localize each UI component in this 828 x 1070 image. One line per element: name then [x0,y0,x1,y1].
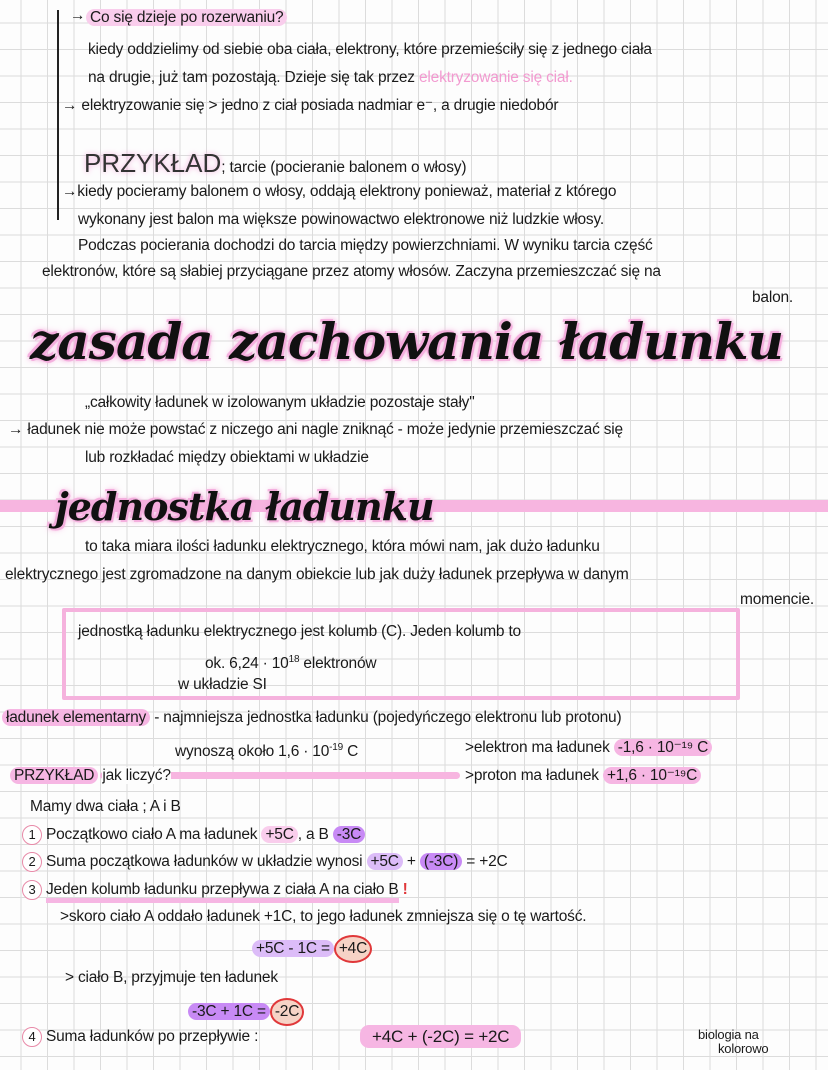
exponent: -19 [329,742,343,753]
electron-line [465,738,712,758]
text: wynoszą około 1,6 · 10 [175,743,330,761]
value: +5C [261,826,297,843]
example-heading: PRZYKŁAD [10,767,98,784]
text: - najmniejsza jednostka ładunku (pojedyńczego elektronu lub protonu) [154,709,622,726]
example-subtitle: ; tarcie (pocieranie balonem o włosy) [221,159,467,176]
text: Suma początkowa ładunków w układzie wynosi [46,853,363,870]
text: Jeden kolumb ładunku przepływa z ciała A na ciało B [46,881,399,903]
text-line [88,68,573,88]
watermark [698,1028,768,1056]
text-line: >skoro ciało A oddało ładunek +1C, to jego ładunek zmniejsza się o tę wartość. [60,908,587,925]
text-line: elektronów, które są słabiej przyciągane przez atomy włosów. Zaczyna przemieszczać się na [42,263,661,280]
arrow-icon: → [70,7,86,24]
final-equation [360,1027,521,1047]
equation-2 [188,998,304,1026]
question-heading [86,8,287,28]
step-3 [22,880,408,900]
equation: -3C + 1C = [188,1003,270,1020]
question-text: Co się dzieje po rozerwaniu? [86,9,287,26]
value: (-3C) [420,853,462,870]
highlight-term: elektryzowanie się ciał. [418,69,573,86]
elementary-value [175,738,358,762]
value: +5C [367,853,403,870]
quote: „całkowity ładunek w izolowanym układzie pozostaje stały" [85,394,475,411]
text: >elektron ma ładunek [465,739,610,756]
text: Początkowo ciało A ma ładunek [46,826,258,843]
step-4 [22,1027,258,1047]
text: na drugie, już tam pozostają. Dzieje się tak przez [88,69,415,86]
step-number: 2 [22,852,42,872]
text-line: Mamy dwa ciała ; A i B [30,798,181,815]
equation-1 [252,935,372,963]
step-1 [22,825,365,845]
elementary-term: ładunek elementarny [2,709,150,726]
text: >proton ma ładunek [465,767,599,784]
electron-value: -1,6 · 10⁻¹⁹ C [614,739,712,756]
exponent: 18 [288,654,300,665]
box-line: jednostką ładunku elektrycznego jest kolumb (C). Jeden kolumb to [78,623,521,640]
text-line: kiedy oddzielimy od siebie oba ciała, elektrony, które przemieściły się z jednego ciała [88,41,652,58]
text-line: momencie. [740,591,815,608]
text-line: elektrycznego jest zgromadzone na danym obiekcie lub jak duży ładunek przepływa w danym [5,566,629,583]
text-line: > ciało B, przyjmuje ten ładunek [65,969,278,986]
watermark-line: kolorowo [718,1041,769,1056]
text-line: → elektryzowanie się > jedno z ciał posiada nadmiar e⁻, a drugie niedobór [62,97,559,114]
box-line: w układzie SI [178,676,267,693]
bracket-line [57,10,59,220]
text-line: lub rozkładać między obiektami w układzie [85,449,369,466]
text: elektronów [299,655,377,673]
text-line: Podczas pocierania dochodzi do tarcia między powierzchniami. W wyniku tarcia część [78,237,653,254]
example2-line [10,766,171,786]
text: Suma ładunków po przepływie : [46,1028,259,1045]
text: jak liczyć? [102,767,171,784]
text: , a B [297,826,329,843]
text-line: balon. [752,289,794,306]
text: + [406,853,416,870]
circled-result: -2C [270,998,304,1026]
step-number: 1 [22,825,42,845]
section-title-conservation: zasada zachowania ładunku [30,312,783,371]
value: +4C + (-2C) = +2C [360,1025,521,1048]
text: C [343,743,359,761]
exclamation-mark: ! [402,881,408,898]
text-line: to taka miara ilości ładunku elektrycznego, która mówi nam, jak dużo ładunku [85,538,600,555]
example-heading: PRZYKŁAD [84,148,222,178]
step-2 [22,852,508,872]
proton-value: +1,6 · 10⁻¹⁹C [603,767,701,784]
section-title-unit: jednostka ładunku [55,484,434,529]
watermark-line: biologia na [698,1027,759,1042]
text-line: →kiedy pocieramy balonem o włosy, oddają elektrony ponieważ, materiał z którego [62,183,617,200]
text-line: wykonany jest balon ma większe powinowactwo elektronowe niż ludzkie włosy. [78,211,604,228]
step-number: 4 [22,1027,42,1047]
text: = +2C [466,853,508,870]
proton-line [465,766,701,786]
circled-result: +4C [334,935,372,963]
example-line [84,148,466,183]
step-number: 3 [22,880,42,900]
text-line: → ładunek nie może powstać z niczego ani nagle zniknąć - może jedynie przemieszczać się [8,421,623,438]
elementary-line [2,708,621,728]
value: -3C [333,826,365,843]
equation: +5C - 1C = [252,940,334,957]
text: ok. 6,24 · 10 [205,655,289,673]
box-line [205,650,376,674]
